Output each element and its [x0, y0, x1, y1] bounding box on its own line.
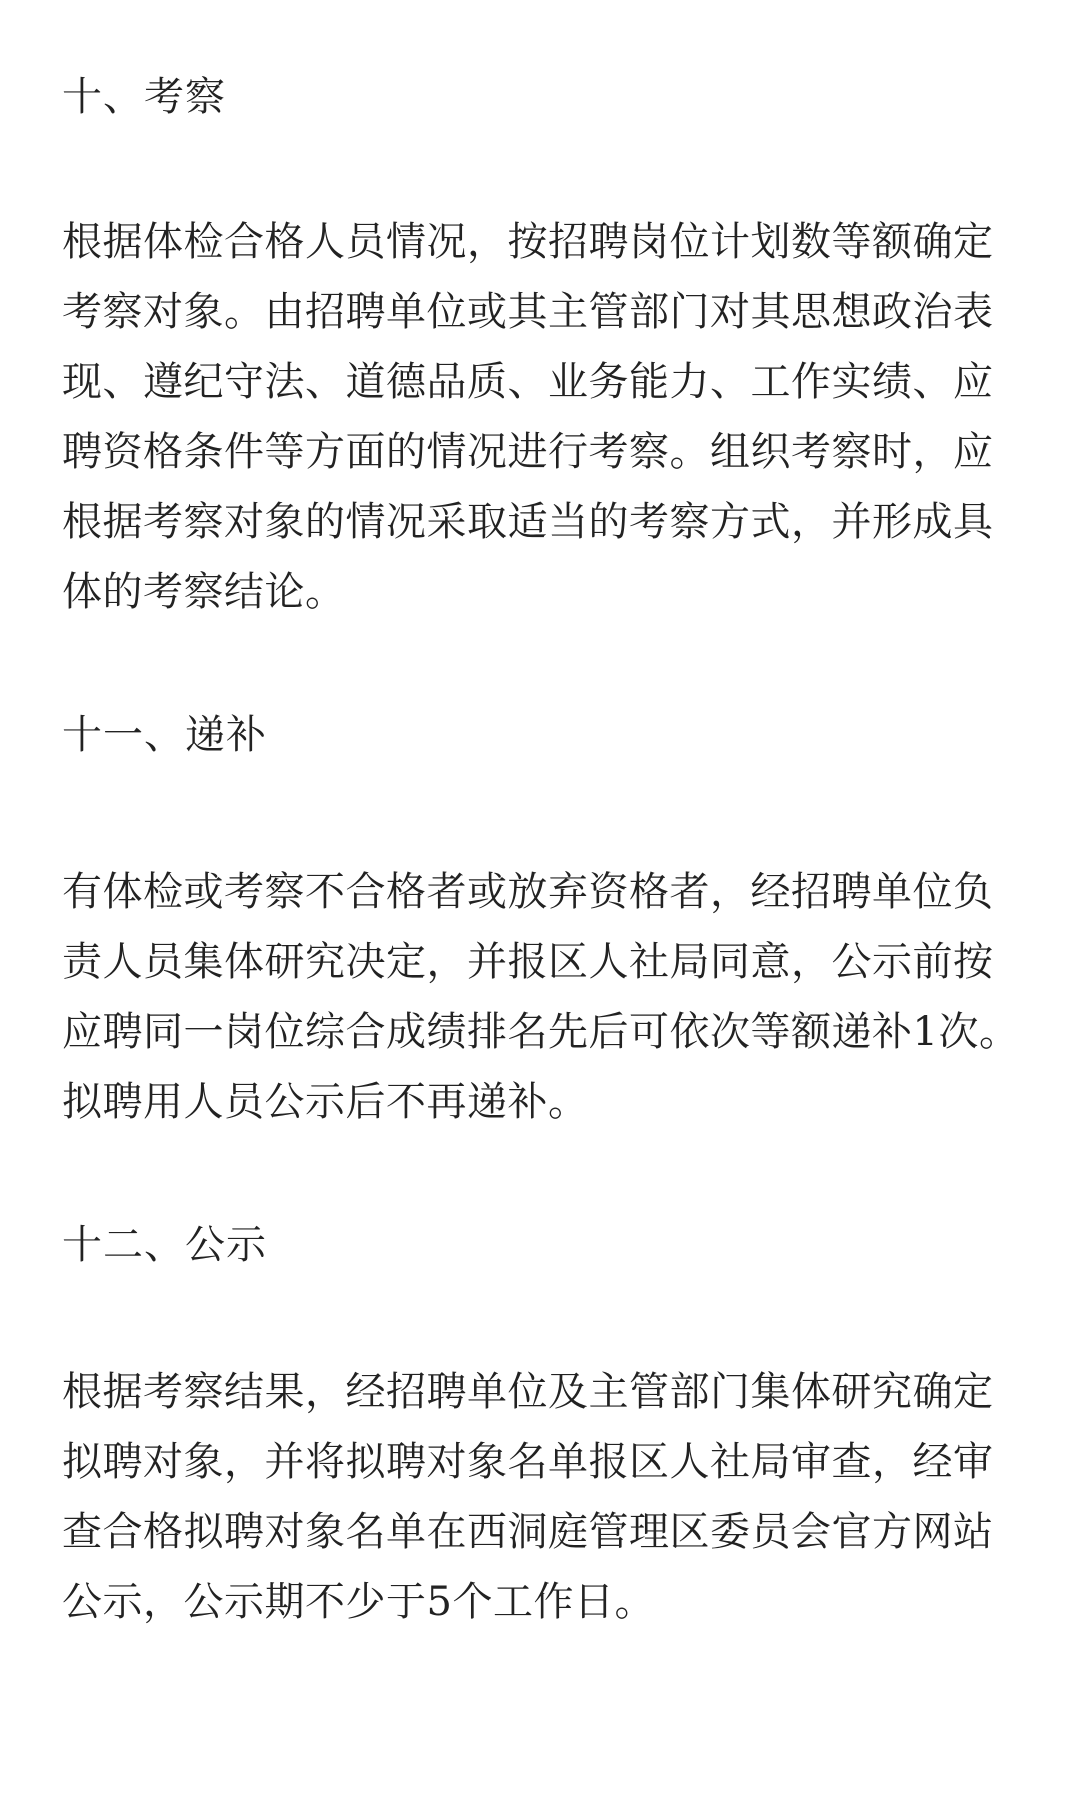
paragraph-line: 应聘同一岗位综合成绩排名先后可依次等额递补1次。: [62, 1009, 1020, 1055]
paragraph-line: 责人员集体研究决定，并报区人社局同意，公示前按: [62, 939, 994, 985]
paragraph-line: 根据体检合格人员情况，按招聘岗位计划数等额确定: [62, 219, 994, 265]
section-heading-publicity: 十二、公示: [62, 1222, 267, 1268]
section-paragraph-replacement: [62, 857, 1018, 1137]
paragraph-line: 现、遵纪守法、道德品质、业务能力、工作实绩、应: [62, 359, 994, 405]
section-paragraph-publicity: [62, 1357, 1018, 1637]
paragraph-line: 体的考察结论。: [62, 569, 346, 615]
paragraph-line: 根据考察结果，经招聘单位及主管部门集体研究确定: [62, 1369, 994, 1415]
section-heading-inspection: 十、考察: [62, 74, 226, 120]
paragraph-line: 聘资格条件等方面的情况进行考察。组织考察时，应: [62, 429, 994, 475]
paragraph-line: 查合格拟聘对象名单在西洞庭管理区委员会官方网站: [62, 1509, 994, 1555]
paragraph-line: 公示，公示期不少于5个工作日。: [62, 1579, 655, 1625]
paragraph-line: 考察对象。由招聘单位或其主管部门对其思想政治表: [62, 289, 994, 335]
section-paragraph-inspection: [62, 207, 1018, 627]
section-heading-replacement: 十一、递补: [62, 712, 267, 758]
paragraph-line: 拟聘对象，并将拟聘对象名单报区人社局审查，经审: [62, 1439, 994, 1485]
paragraph-line: 拟聘用人员公示后不再递补。: [62, 1079, 589, 1125]
paragraph-line: 根据考察对象的情况采取适当的考察方式，并形成具: [62, 499, 994, 545]
paragraph-line: 有体检或考察不合格者或放弃资格者，经招聘单位负: [62, 869, 994, 915]
